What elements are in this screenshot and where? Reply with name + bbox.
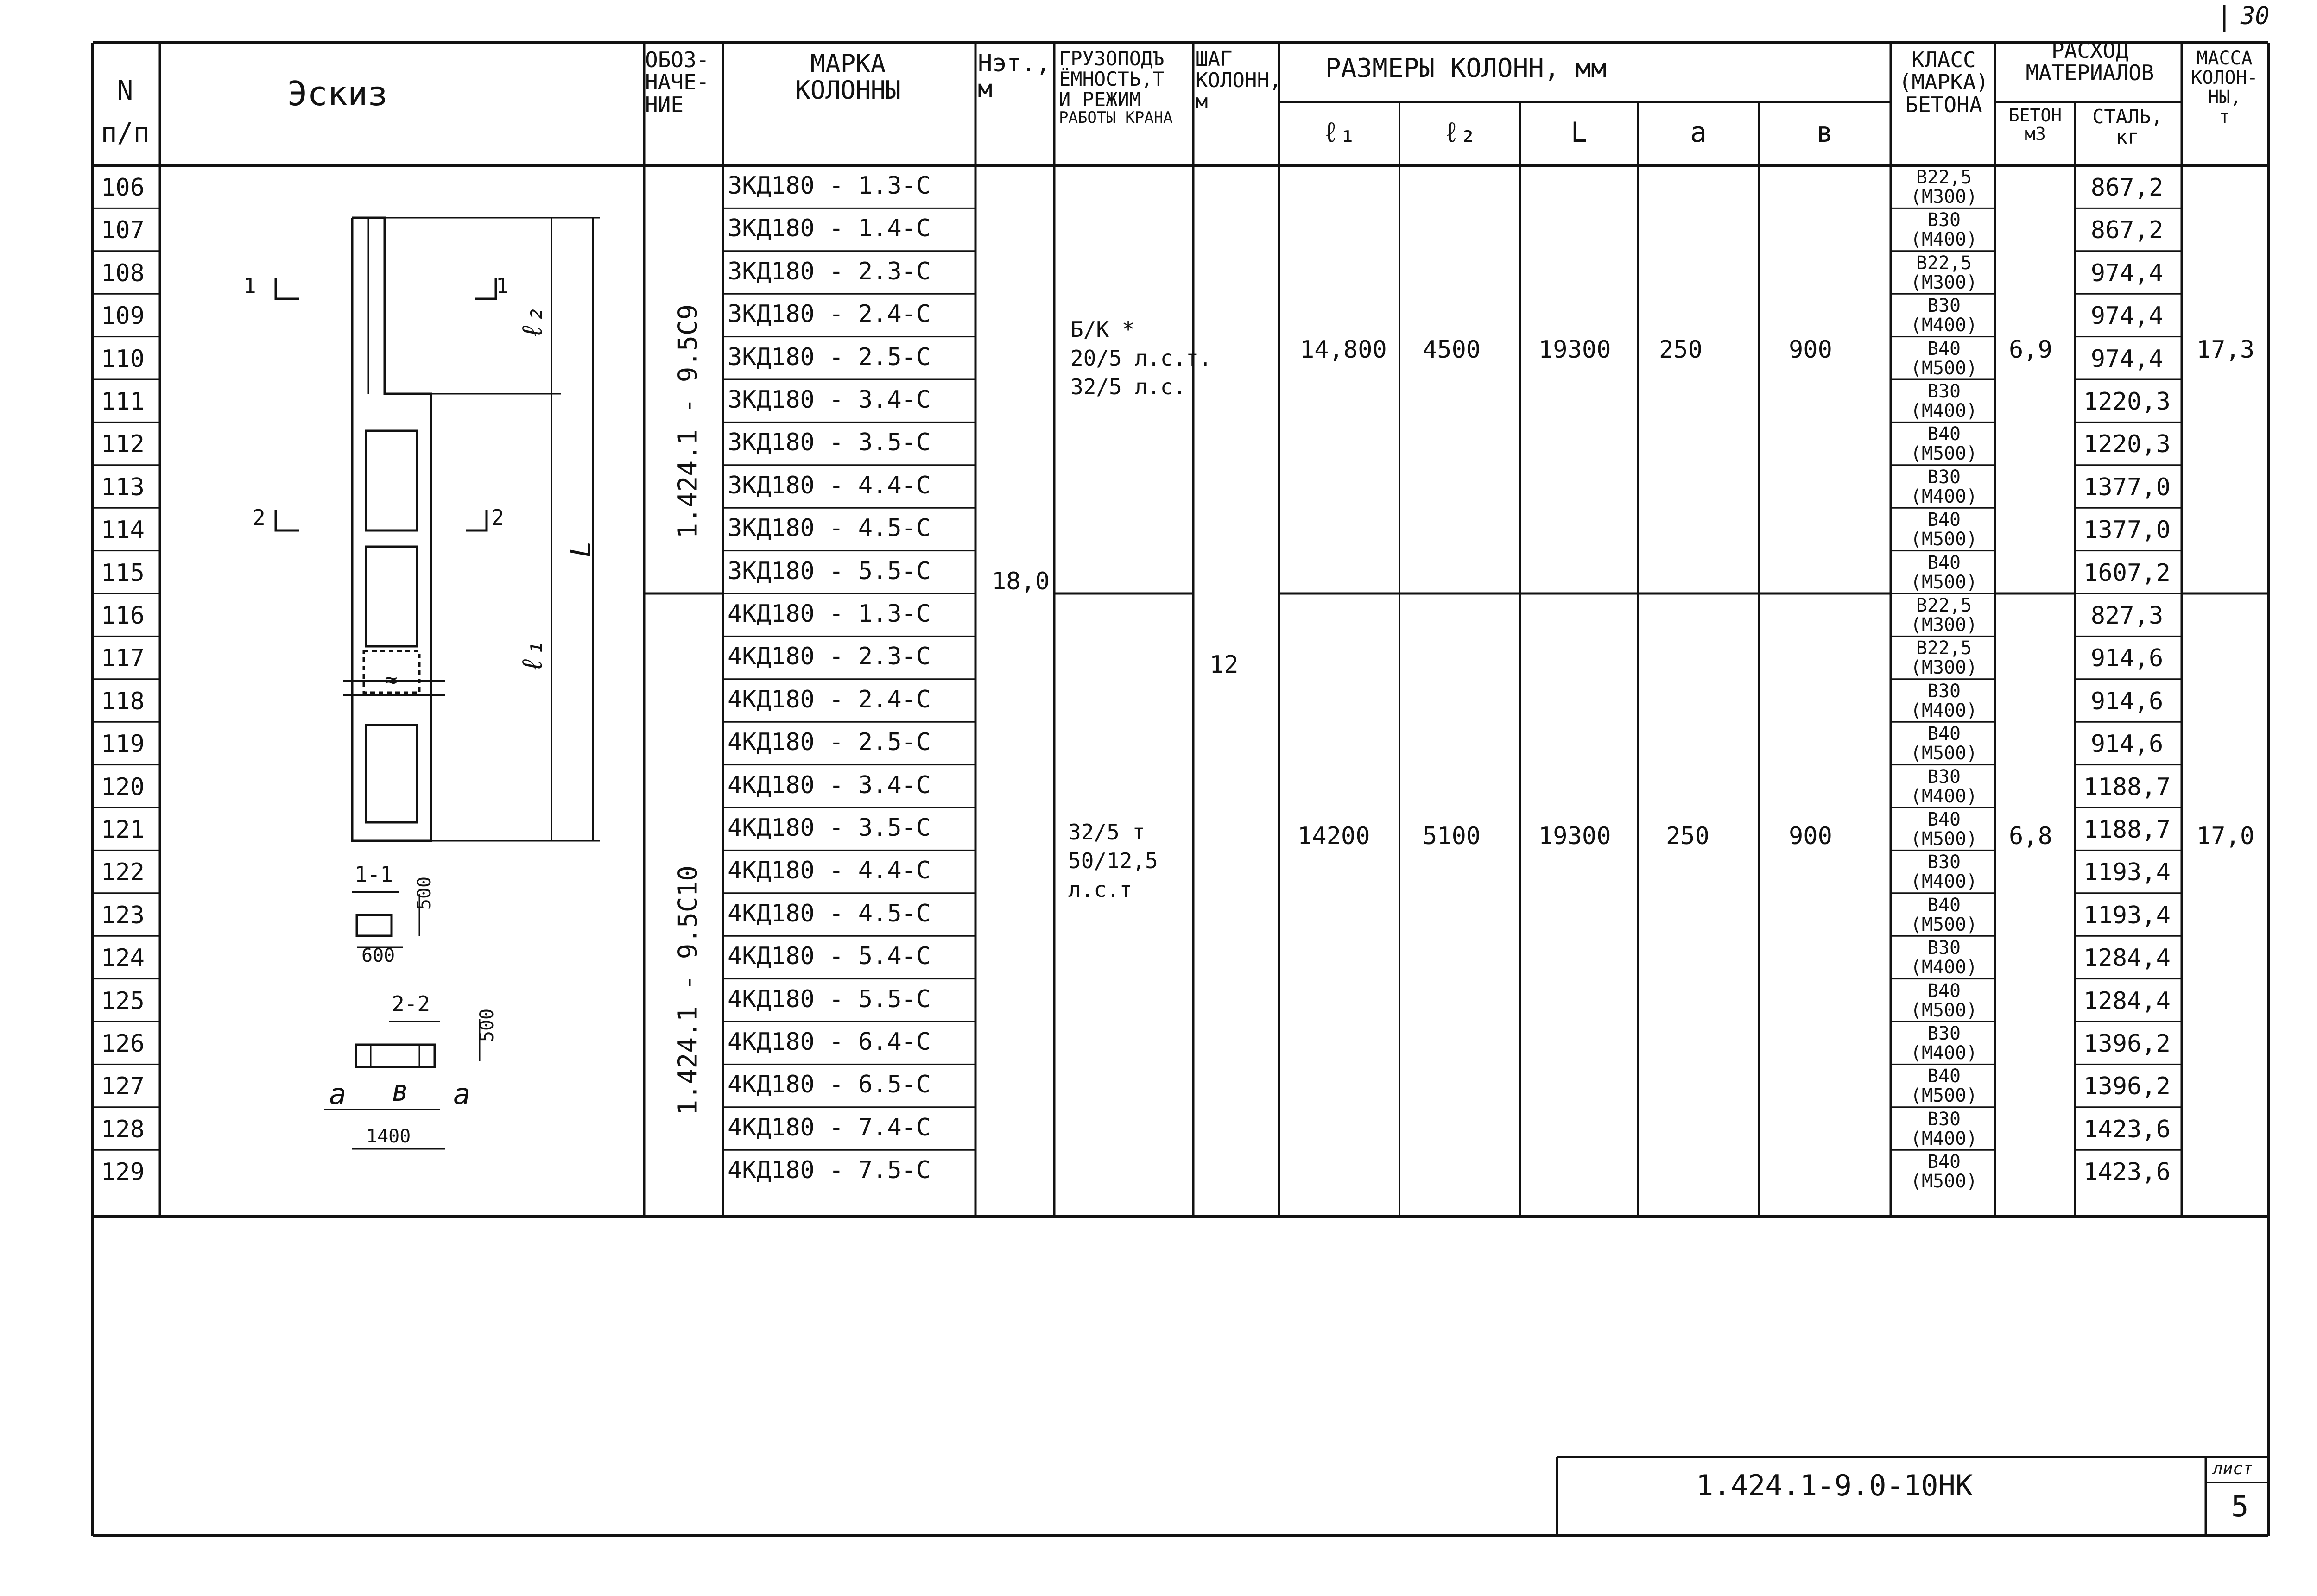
- row-steel: 827,3: [2090, 602, 2164, 630]
- header-steel-l2: кг: [2115, 126, 2140, 149]
- header-step-l1: ШАГ: [1196, 47, 1233, 71]
- group2-crane-l2: 50/12,5: [1068, 848, 1158, 873]
- header-num-line1: N: [117, 75, 133, 106]
- group1-beton: 6,9: [2009, 336, 2052, 364]
- header-mark-l1: МАРКА: [810, 49, 886, 78]
- row-concrete-grade: (М400): [1910, 1042, 1978, 1064]
- row-concrete-grade: (М400): [1910, 486, 1978, 507]
- row-steel: 1220,3: [2083, 388, 2171, 416]
- header-dim-l2: ℓ₂: [1443, 116, 1477, 149]
- row-steel: 1423,6: [2083, 1158, 2171, 1186]
- row-concrete-class: В40: [1927, 723, 1961, 745]
- row-number: 111: [101, 388, 145, 416]
- header-beton-l2: м3: [2025, 123, 2046, 144]
- row-number: 120: [101, 773, 145, 801]
- row-number: 113: [101, 473, 145, 501]
- stamp-sheet-label: лист: [2213, 1459, 2253, 1478]
- header-height: [978, 51, 1054, 101]
- row-mark: 4КД180 - 4.5-С: [728, 899, 931, 927]
- row-number: 107: [101, 216, 145, 245]
- row-number: 121: [101, 816, 145, 844]
- row-concrete-class: В22,5: [1916, 252, 1972, 274]
- row-steel: 914,6: [2090, 644, 2164, 673]
- row-number: 127: [101, 1072, 145, 1101]
- section-2-2-dim-a-left: a: [329, 1077, 347, 1111]
- header-num-line2: п/п: [101, 116, 150, 148]
- group1-crane-l3: 32/5 л.с.: [1070, 374, 1186, 399]
- row-steel: 1423,6: [2083, 1115, 2171, 1143]
- group1-l2: 4500: [1423, 336, 1481, 364]
- row-number: 124: [101, 944, 145, 972]
- row-number: 109: [101, 302, 145, 330]
- group2-crane: [1068, 818, 1158, 904]
- group2-l1: 14200: [1298, 822, 1370, 850]
- page-number: 30: [2241, 2, 2270, 30]
- row-concrete-class: В30: [1927, 466, 1961, 488]
- row-concrete-class: В30: [1927, 766, 1961, 788]
- section-2-2-dim-500: 500: [476, 1008, 498, 1042]
- row-number: 115: [101, 559, 145, 587]
- header-step-l3: м: [1196, 90, 1208, 114]
- header-concrete-l3: БЕТОНА: [1905, 92, 1982, 117]
- row-number: 129: [101, 1158, 145, 1186]
- row-mark: 3КД180 - 4.5-С: [728, 514, 931, 543]
- row-steel: 1607,2: [2083, 559, 2171, 587]
- row-concrete-grade: (М500): [1910, 357, 1978, 379]
- row-number: 119: [101, 730, 145, 758]
- row-concrete-grade: (М400): [1910, 700, 1978, 721]
- header-designation-l3: НИЕ: [645, 92, 684, 117]
- header-materials-l1: РАСХОД: [2051, 38, 2129, 63]
- header-mass-l3: НЫ,: [2208, 87, 2241, 108]
- row-concrete-grade: (М500): [1910, 443, 1978, 465]
- row-number: 123: [101, 901, 145, 929]
- row-mark: 3КД180 - 2.4-С: [728, 300, 931, 328]
- section-1-1-dim-600: 600: [361, 945, 395, 966]
- row-number: 110: [101, 345, 145, 373]
- row-number: 114: [101, 516, 145, 544]
- row-number: 117: [101, 644, 145, 673]
- row-concrete-grade: (М400): [1910, 957, 1978, 978]
- row-mark: 4КД180 - 6.5-С: [728, 1071, 931, 1099]
- row-steel: 1193,4: [2083, 858, 2171, 887]
- row-mark: 4КД180 - 1.3-С: [728, 600, 931, 628]
- group2-L: 19300: [1538, 822, 1611, 850]
- row-mark: 4КД180 - 5.4-С: [728, 942, 931, 971]
- row-concrete-class: В22,5: [1916, 595, 1972, 616]
- header-sketch: Эскиз: [287, 74, 388, 113]
- row-concrete-class: В40: [1927, 338, 1961, 360]
- row-concrete-class: В30: [1927, 381, 1961, 402]
- stamp-code: 1.424.1-9.0-10НК: [1696, 1469, 1973, 1502]
- row-concrete-grade: (М400): [1910, 871, 1978, 893]
- row-concrete-grade: (М300): [1910, 614, 1978, 636]
- row-mark: 4КД180 - 7.4-С: [728, 1113, 931, 1142]
- row-steel: 1284,4: [2083, 944, 2171, 972]
- header-height-l2: м: [978, 75, 993, 103]
- row-concrete-grade: (М300): [1910, 657, 1978, 679]
- row-steel: 867,2: [2090, 174, 2164, 202]
- row-number: 128: [101, 1115, 145, 1143]
- row-concrete-grade: (М500): [1910, 828, 1978, 850]
- group1-a: 250: [1659, 336, 1703, 364]
- row-steel: 914,6: [2090, 687, 2164, 715]
- section-1-1-label: 1-1: [355, 862, 393, 887]
- row-concrete-grade: (М500): [1910, 1171, 1978, 1192]
- section-marker-1-left: [276, 278, 299, 299]
- header-mass-l2: КОЛОН-: [2191, 67, 2258, 88]
- row-mark: 4КД180 - 3.5-С: [728, 814, 931, 842]
- header-mass: [2182, 49, 2267, 126]
- group1-b: 900: [1789, 336, 1832, 364]
- sketch-label-L: L: [564, 540, 597, 558]
- header-dim-l1: ℓ₁: [1322, 116, 1356, 149]
- section-1-1-dim-500: 500: [414, 876, 436, 910]
- row-mark: 3КД180 - 5.5-С: [728, 557, 931, 585]
- row-concrete-grade: (М500): [1910, 914, 1978, 935]
- section-marker-2-left: [276, 510, 299, 530]
- row-number: 118: [101, 687, 145, 715]
- header-dim-L: L: [1570, 116, 1588, 149]
- header-designation-l2: НАЧЕ-: [645, 69, 709, 95]
- row-concrete-grade: (М400): [1910, 785, 1978, 807]
- group2-designation: 1.424.1 - 9.5С10: [673, 865, 703, 1116]
- section-1-1-shape: [357, 915, 392, 936]
- row-mark: 4КД180 - 2.5-С: [728, 728, 931, 757]
- header-mass-l1: МАССА: [2197, 48, 2253, 69]
- row-number: 125: [101, 987, 145, 1015]
- group1-mass: 17,3: [2197, 336, 2255, 364]
- group1-designation: 1.424.1 - 9.5С9: [673, 304, 703, 539]
- header-concrete-l2: (МАРКА): [1899, 69, 1989, 95]
- row-steel: 1377,0: [2083, 516, 2171, 544]
- row-concrete-class: В40: [1927, 423, 1961, 445]
- header-crane: [1059, 49, 1193, 126]
- row-steel: 974,4: [2090, 345, 2164, 373]
- row-mark: 3КД180 - 2.3-С: [728, 257, 931, 285]
- row-mark: 4КД180 - 2.4-С: [728, 685, 931, 713]
- row-concrete-class: В22,5: [1916, 637, 1972, 659]
- header-beton: [1996, 107, 2075, 144]
- row-concrete-class: В30: [1927, 680, 1961, 702]
- row-mark: 3КД180 - 1.4-С: [728, 214, 931, 243]
- header-concrete-l1: КЛАСС: [1912, 47, 1976, 72]
- row-mark: 3КД180 - 4.4-С: [728, 471, 931, 499]
- row-mark: 4КД180 - 2.3-С: [728, 643, 931, 671]
- section-2-2-dim-b: в: [392, 1074, 409, 1108]
- header-mass-l4: т: [2219, 106, 2230, 127]
- row-concrete-grade: (М400): [1910, 229, 1978, 251]
- header-mark-l2: КОЛОННЫ: [795, 75, 901, 105]
- header-step-l2: КОЛОНН,: [1196, 69, 1282, 93]
- header-dim-a: a: [1690, 116, 1707, 149]
- group2-b: 900: [1789, 822, 1832, 850]
- header-concrete-class: [1892, 49, 1996, 116]
- column-panel: [366, 547, 417, 646]
- row-mark: 3КД180 - 1.3-С: [728, 172, 931, 200]
- row-concrete-grade: (М500): [1910, 1085, 1978, 1107]
- row-steel: 974,4: [2090, 302, 2164, 330]
- row-concrete-class: В30: [1927, 1023, 1961, 1044]
- row-concrete-grade: (М400): [1910, 400, 1978, 422]
- height-value: 18,0: [992, 568, 1050, 595]
- sketch-label-l1: ℓ₁: [516, 639, 549, 674]
- group2-l2: 5100: [1423, 822, 1481, 850]
- sketch-sec2-right: 2: [491, 505, 504, 530]
- header-num: [93, 76, 158, 147]
- group1-crane-l1: Б/К *: [1070, 317, 1135, 342]
- row-mark: 4КД180 - 5.5-С: [728, 985, 931, 1013]
- row-concrete-class: В30: [1927, 295, 1961, 317]
- step-value: 12: [1209, 651, 1239, 679]
- row-concrete-grade: (М500): [1910, 999, 1978, 1021]
- row-steel: 914,6: [2090, 730, 2164, 758]
- row-steel: 1396,2: [2083, 1072, 2171, 1101]
- row-concrete-class: В40: [1927, 1151, 1961, 1173]
- row-steel: 1284,4: [2083, 987, 2171, 1015]
- row-concrete-grade: (М300): [1910, 271, 1978, 293]
- header-dims-title: РАЗМЕРЫ КОЛОНН, мм: [1325, 53, 1607, 83]
- sketch-sec1-left: 1: [243, 273, 256, 298]
- row-concrete-grade: (М500): [1910, 529, 1978, 550]
- row-steel: 1377,0: [2083, 473, 2171, 501]
- header-crane-l1: ГРУЗОПОДЪ: [1059, 47, 1165, 70]
- row-mark: 3КД180 - 2.5-С: [728, 343, 931, 371]
- column-panel: [366, 431, 417, 530]
- group1-L: 19300: [1538, 336, 1611, 364]
- row-steel: 974,4: [2090, 259, 2164, 287]
- sketch-sec1-right: 1: [496, 273, 509, 298]
- row-concrete-class: В40: [1927, 509, 1961, 531]
- row-mark: 3КД180 - 3.4-С: [728, 386, 931, 414]
- group1-l1: 14,800: [1300, 336, 1387, 364]
- row-number: 106: [101, 174, 145, 202]
- section-2-2-dim-1400: 1400: [366, 1126, 411, 1147]
- row-steel: 1188,7: [2083, 816, 2171, 844]
- row-steel: 1220,3: [2083, 430, 2171, 459]
- section-2-2-dim-a-right: a: [453, 1077, 471, 1111]
- sketch-break: ≈: [385, 667, 398, 692]
- header-steel: [2075, 107, 2180, 147]
- row-concrete-class: В40: [1927, 809, 1961, 830]
- row-mark: 4КД180 - 7.5-С: [728, 1156, 931, 1185]
- stamp-sheet-number: 5: [2231, 1489, 2249, 1523]
- row-number: 116: [101, 602, 145, 630]
- row-mark: 4КД180 - 3.4-С: [728, 771, 931, 799]
- header-step: [1196, 49, 1281, 113]
- group1-crane: [1070, 315, 1212, 401]
- group2-beton: 6,8: [2009, 822, 2052, 850]
- sketch-label-l2: ℓ₂: [516, 306, 549, 340]
- header-dim-b: в: [1816, 116, 1833, 149]
- row-concrete-class: В22,5: [1916, 167, 1972, 188]
- row-concrete-class: В30: [1927, 209, 1961, 231]
- section-marker-1-right: [475, 278, 496, 299]
- row-number: 122: [101, 858, 145, 887]
- row-steel: 1396,2: [2083, 1030, 2171, 1058]
- group1-crane-l2: 20/5 л.с.т.: [1070, 346, 1212, 371]
- row-steel: 867,2: [2090, 216, 2164, 245]
- group2-a: 250: [1666, 822, 1709, 850]
- group2-crane-l1: 32/5 т: [1068, 820, 1146, 845]
- row-number: 126: [101, 1030, 145, 1058]
- header-beton-l1: БЕТОН: [2008, 105, 2062, 126]
- row-concrete-grade: (М400): [1910, 1128, 1978, 1149]
- header-steel-l1: СТАЛЬ,: [2092, 105, 2163, 128]
- header-crane-l2: ЁМНОСТЬ,Т: [1059, 68, 1165, 91]
- header-designation-l1: ОБОЗ-: [645, 47, 709, 72]
- section-2-2-shape: [356, 1045, 435, 1067]
- header-mark: [723, 51, 973, 103]
- row-mark: 4КД180 - 6.4-С: [728, 1028, 931, 1056]
- header-designation: [645, 49, 724, 116]
- header-crane-l3: И РЕЖИМ: [1059, 88, 1141, 111]
- row-concrete-grade: (М400): [1910, 315, 1978, 336]
- section-marker-2-right: [466, 510, 487, 530]
- row-mark: 4КД180 - 4.4-С: [728, 857, 931, 885]
- row-mark: 3КД180 - 3.5-С: [728, 429, 931, 457]
- row-concrete-class: В30: [1927, 1108, 1961, 1130]
- column-panel: [366, 725, 417, 822]
- row-steel: 1193,4: [2083, 901, 2171, 929]
- section-2-2-label: 2-2: [392, 991, 430, 1016]
- header-materials: [1997, 39, 2183, 84]
- row-concrete-class: В40: [1927, 894, 1961, 916]
- group2-crane-l3: л.с.т: [1068, 877, 1133, 902]
- row-concrete-class: В40: [1927, 980, 1961, 1002]
- row-number: 108: [101, 259, 145, 287]
- row-concrete-class: В40: [1927, 552, 1961, 574]
- row-concrete-grade: (М500): [1910, 571, 1978, 593]
- row-concrete-class: В30: [1927, 937, 1961, 959]
- header-materials-l2: МАТЕРИАЛОВ: [2026, 60, 2154, 86]
- sketch-sec2-left: 2: [253, 505, 266, 530]
- header-height-l1: Нэт.,: [978, 50, 1051, 77]
- group2-mass: 17,0: [2197, 822, 2255, 850]
- row-steel: 1188,7: [2083, 773, 2171, 801]
- row-concrete-class: В40: [1927, 1066, 1961, 1087]
- row-concrete-grade: (М500): [1910, 743, 1978, 764]
- row-number: 112: [101, 430, 145, 459]
- row-concrete-grade: (М300): [1910, 186, 1978, 208]
- header-crane-l4: РАБОТЫ КРАНА: [1059, 108, 1173, 127]
- row-concrete-class: В30: [1927, 852, 1961, 873]
